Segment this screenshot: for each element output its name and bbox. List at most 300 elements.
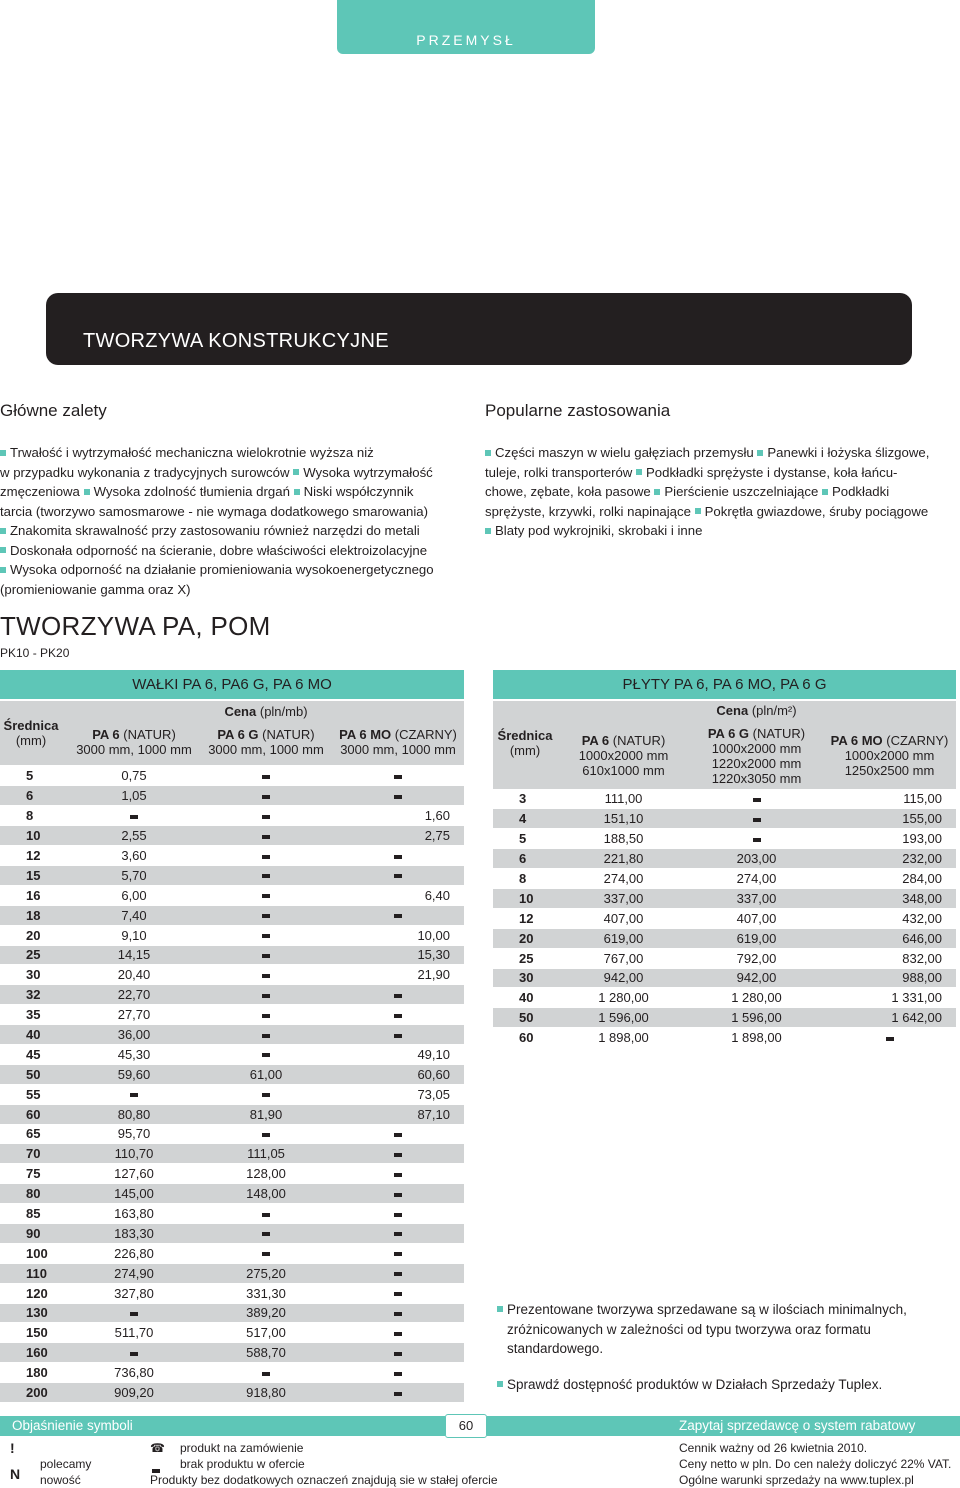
advantage-text: tarcia (tworzywo samosmarowe - nie wymaga dodatkowego smarowania) [0, 503, 429, 519]
price-cell: 736,80 [68, 1363, 200, 1383]
application-text: sprężyste, krzywki, rolki napinające [485, 503, 691, 519]
diameter-cell: 6 [0, 786, 68, 806]
diameter-cell: 4 [493, 809, 557, 829]
unavailable-mark [262, 874, 270, 878]
bullet-icon [485, 450, 491, 456]
price-cell [200, 945, 332, 965]
applications-list [485, 443, 955, 541]
price-cell [200, 865, 332, 885]
col-name: PA 6 G [707, 726, 750, 741]
price-cell [332, 905, 464, 925]
price-cell [68, 1343, 200, 1363]
diameter-cell: 5 [493, 829, 557, 849]
table-row [493, 888, 956, 908]
rods-col-pa6 [68, 727, 200, 757]
diameter-cell: 15 [0, 865, 68, 885]
price-cell: 14,15 [68, 945, 200, 965]
price-cell: 20,40 [68, 965, 200, 985]
table-row [0, 1104, 464, 1124]
price-cell: 274,00 [557, 869, 690, 889]
price-cell [200, 965, 332, 985]
price-cell: 10,00 [332, 925, 464, 945]
unavailable-mark [394, 1352, 402, 1356]
col-size: 1000x2000 mm [844, 748, 935, 763]
price-cell: 49,10 [332, 1044, 464, 1064]
unavailable-mark [394, 1332, 402, 1336]
banner-title: TWORZYWA KONSTRUKCYJNE [83, 330, 389, 352]
unavailable-mark [394, 1292, 402, 1296]
diam-label: Średnica [3, 718, 59, 733]
col-name: PA 6 MO [830, 733, 883, 748]
col-length: 3000 mm, 1000 mm [340, 742, 456, 757]
price-cell: 432,00 [823, 908, 956, 928]
price-cell: 1,60 [332, 806, 464, 826]
price-cell: 619,00 [557, 928, 690, 948]
page-number: 60 [445, 1414, 487, 1438]
unavailable-mark [394, 775, 402, 779]
unavailable-mark [262, 1093, 270, 1097]
plates-col-pa6mo [823, 733, 956, 778]
table-row [0, 885, 464, 905]
diameter-cell: 6 [493, 849, 557, 869]
plates-price-header [557, 703, 956, 718]
unavailable-mark [886, 1037, 894, 1041]
table-row [0, 1283, 464, 1303]
price-cell [200, 1223, 332, 1243]
price-cell: 389,20 [200, 1303, 332, 1323]
bullet-icon [497, 1381, 503, 1387]
table-row [0, 1383, 464, 1403]
price-cell: 7,40 [68, 905, 200, 925]
diameter-cell: 110 [0, 1263, 68, 1283]
price-cell: 232,00 [823, 849, 956, 869]
unavailable-mark [262, 815, 270, 819]
table-row [0, 1243, 464, 1263]
price-cell: 15,30 [332, 945, 464, 965]
unavailable-mark [262, 1034, 270, 1038]
bullet-icon [294, 489, 300, 495]
price-cell: 27,70 [68, 1005, 200, 1025]
table-row [0, 985, 464, 1005]
diameter-cell: 150 [0, 1323, 68, 1343]
price-cell: 111,00 [557, 789, 690, 809]
table-row [0, 1144, 464, 1164]
price-cell: 183,30 [68, 1223, 200, 1243]
col-size: 1000x2000 mm [711, 741, 802, 756]
advantage-text: Wysoka odporność na działanie promieniowania wysokoenergetycznego [10, 562, 434, 577]
diameter-cell: 50 [0, 1064, 68, 1084]
price-cell: 832,00 [823, 948, 956, 968]
price-cell [332, 846, 464, 866]
table-row [0, 826, 464, 846]
price-cell [332, 1283, 464, 1303]
table-row [0, 1363, 464, 1383]
diameter-cell: 20 [0, 925, 68, 945]
main-title: TWORZYWA PA, POM [0, 611, 271, 641]
diameter-cell: 8 [493, 869, 557, 889]
unavailable-mark [130, 1093, 138, 1097]
unavailable-mark [262, 775, 270, 779]
price-cell [690, 809, 823, 829]
unavailable-mark [262, 994, 270, 998]
unavailable-mark [262, 1133, 270, 1137]
unavailable-mark [130, 1352, 138, 1356]
diameter-cell: 85 [0, 1204, 68, 1224]
table-row [0, 1204, 464, 1224]
col-type: (NATUR) [262, 727, 315, 742]
price-cell: 81,90 [200, 1104, 332, 1124]
pk-code: PK10 - PK20 [0, 646, 70, 660]
col-type: (CZARNY) [886, 733, 949, 748]
bullet-icon [757, 450, 763, 456]
application-text: Podkładki sprężyste i dystanse, koła łańcu- [646, 464, 898, 480]
table-row [0, 766, 464, 786]
price-cell: 73,05 [332, 1084, 464, 1104]
table-row [0, 786, 464, 806]
diameter-cell: 18 [0, 905, 68, 925]
application-text: Pokrętła gwiazdowe, śruby pociągowe [704, 503, 929, 519]
plates-diam-header [493, 728, 557, 758]
unavailable-mark [262, 1014, 270, 1018]
price-cell: 128,00 [200, 1164, 332, 1184]
price-cell: 203,00 [690, 849, 823, 869]
price-cell: 511,70 [68, 1323, 200, 1343]
col-type: (NATUR) [612, 733, 666, 748]
table-row [493, 849, 956, 869]
price-cell [332, 1025, 464, 1045]
price-cell [332, 1383, 464, 1403]
rods-col-pa6mo [332, 727, 464, 757]
price-cell: 1 642,00 [823, 1008, 956, 1028]
price-cell: 1 596,00 [690, 1008, 823, 1028]
price-cell [332, 1124, 464, 1144]
price-cell: 163,80 [68, 1204, 200, 1224]
unavailable-mark [394, 1392, 402, 1396]
table-row [0, 1025, 464, 1045]
unavailable-mark [394, 874, 402, 878]
price-cell [690, 829, 823, 849]
table-row [0, 905, 464, 925]
symbols-bar [0, 1416, 445, 1436]
note-minimal [497, 1300, 937, 1359]
table-row [0, 1343, 464, 1363]
col-name: PA 6 MO [339, 727, 392, 742]
diameter-cell: 80 [0, 1184, 68, 1204]
rods-col-pa6g [200, 727, 332, 757]
price-cell [332, 1323, 464, 1343]
price-cell: 111,05 [200, 1144, 332, 1164]
category-banner [46, 293, 912, 365]
price-cell [200, 766, 332, 786]
applications-title: Popularne zastosowania [485, 401, 671, 420]
price-cell [200, 1243, 332, 1263]
price-cell [200, 885, 332, 905]
unavailable-mark [394, 1034, 402, 1038]
price-cell [200, 1124, 332, 1144]
unavailable-mark [262, 795, 270, 799]
price-cell: 80,80 [68, 1104, 200, 1124]
diameter-cell: 30 [493, 968, 557, 988]
diameter-cell: 200 [0, 1383, 68, 1403]
bullet-icon [84, 489, 90, 495]
bullet-icon [485, 528, 491, 534]
unavailable-mark [262, 835, 270, 839]
application-text: Panewki i łożyska ślizgowe, [767, 445, 930, 460]
price-cell [332, 1204, 464, 1224]
table-row [493, 789, 956, 809]
table-row [0, 1263, 464, 1283]
diameter-cell: 10 [0, 826, 68, 846]
diameter-cell: 75 [0, 1164, 68, 1184]
advantage-text: Znakomita skrawalność przy zastosowaniu również narzędzi do metali [10, 523, 420, 538]
price-cell [332, 1005, 464, 1025]
price-cell [332, 1144, 464, 1164]
rods-diam-header [0, 718, 62, 748]
price-cell [200, 905, 332, 925]
table-row [0, 1084, 464, 1104]
price-cell [332, 1243, 464, 1263]
table-row [493, 968, 956, 988]
price-cell: 5,70 [68, 865, 200, 885]
price-cell: 407,00 [690, 908, 823, 928]
unavailable-mark [394, 1213, 402, 1217]
diameter-cell: 25 [493, 948, 557, 968]
table-row [0, 846, 464, 866]
symbols-label: Objaśnienie symboli [12, 1418, 133, 1433]
diameter-cell: 180 [0, 1363, 68, 1383]
diameter-cell: 130 [0, 1303, 68, 1323]
price-cell [332, 985, 464, 1005]
price-cell [68, 1303, 200, 1323]
price-cell: 284,00 [823, 869, 956, 889]
price-cell: 193,00 [823, 829, 956, 849]
table-row [0, 1223, 464, 1243]
col-type: (NATUR) [752, 726, 806, 741]
price-cell: 331,30 [200, 1283, 332, 1303]
price-cell: 151,10 [557, 809, 690, 829]
terms-text: Ogólne warunki sprzedaży na www.tuplex.pl [679, 1473, 914, 1487]
unavailable-mark [394, 1312, 402, 1316]
unavailable-mark [394, 914, 402, 918]
diam-unit: (mm) [15, 733, 47, 748]
price-cell [200, 1044, 332, 1064]
price-cell: 1 280,00 [690, 988, 823, 1008]
price-cell [332, 1263, 464, 1283]
price-cell: 0,75 [68, 766, 200, 786]
note-text: Prezentowane tworzywa sprzedawane są w ilościach minimalnych, [507, 1302, 907, 1317]
price-cell: 95,70 [68, 1124, 200, 1144]
unavailable-mark [753, 818, 761, 822]
price-cell: 918,80 [200, 1383, 332, 1403]
price-cell: 145,00 [68, 1184, 200, 1204]
price-cell [332, 1223, 464, 1243]
advantage-text: w przypadku wykonania z tradycyjnych surowców [0, 464, 290, 480]
table-row [493, 809, 956, 829]
advantages-list [0, 443, 470, 599]
price-cell [332, 865, 464, 885]
plates-col-pa6g [690, 726, 823, 786]
price-cell: 988,00 [823, 968, 956, 988]
diameter-cell: 160 [0, 1343, 68, 1363]
price-cell: 36,00 [68, 1025, 200, 1045]
price-cell: 9,10 [68, 925, 200, 945]
unavailable-mark [394, 1272, 402, 1276]
price-cell: 2,55 [68, 826, 200, 846]
price-cell: 588,70 [200, 1343, 332, 1363]
col-name: PA 6 [92, 727, 120, 742]
bullet-icon [0, 450, 6, 456]
unavailable-mark [394, 855, 402, 859]
unavailable-mark [262, 974, 270, 978]
price-cell [690, 789, 823, 809]
table-row [0, 945, 464, 965]
table-row [493, 948, 956, 968]
price-cell [200, 1005, 332, 1025]
table-row [493, 869, 956, 889]
price-cell: 1 898,00 [690, 1028, 823, 1048]
price-cell [332, 1303, 464, 1323]
unavailable-mark [394, 1173, 402, 1177]
price-cell [200, 985, 332, 1005]
unavailable-mark [262, 1213, 270, 1217]
rods-price-header [68, 704, 464, 719]
unavailable-mark [394, 1133, 402, 1137]
col-size: 1220x3050 mm [711, 771, 802, 786]
unavailable-mark [130, 1312, 138, 1316]
diameter-cell: 8 [0, 806, 68, 826]
discount-bar [487, 1416, 960, 1436]
price-cell: 1 280,00 [557, 988, 690, 1008]
table-row [0, 1303, 464, 1323]
price-cell: 274,90 [68, 1263, 200, 1283]
diameter-cell: 30 [0, 965, 68, 985]
new-icon: N [10, 1466, 21, 1482]
table-row [0, 1184, 464, 1204]
price-cell: 115,00 [823, 789, 956, 809]
diameter-cell: 5 [0, 766, 68, 786]
col-length: 3000 mm, 1000 mm [76, 742, 192, 757]
advantage-text: (promieniowanie gamma oraz X) [0, 581, 191, 597]
unavailable-mark [262, 1232, 270, 1236]
col-length: 3000 mm, 1000 mm [208, 742, 324, 757]
unavailable-mark [262, 894, 270, 898]
bullet-icon [497, 1306, 503, 1312]
price-cell: 6,00 [68, 885, 200, 905]
unavailable-mark [262, 855, 270, 859]
advantage-text: Wysoka zdolność tłumienia drgań [93, 484, 290, 499]
on-order-label: produkt na zamówienie [180, 1441, 304, 1455]
plates-title-text: PŁYTY PA 6, PA 6 MO, PA 6 G [622, 676, 827, 693]
price-cell: 21,90 [332, 965, 464, 985]
table-row [0, 865, 464, 885]
price-cell: 188,50 [557, 829, 690, 849]
note-text: Sprawdź dostępność produktów w Działach Sprzedaży Tuplex. [507, 1377, 883, 1392]
note-text: standardowego. [507, 1341, 604, 1356]
permanent-label: Produkty bez dodatkowych oznaczeń znajdują sie w stałej ofercie [150, 1473, 498, 1487]
net-text: Ceny netto w pln. Do cen należy doliczyć 22% VAT. [679, 1457, 952, 1471]
price-cell [332, 1363, 464, 1383]
price-cell [332, 1164, 464, 1184]
price-cell: 2,75 [332, 826, 464, 846]
no-offer-label: brak produktu w ofercie [180, 1457, 305, 1471]
table-row [0, 925, 464, 945]
table-row [0, 1064, 464, 1084]
unavailable-mark [394, 1232, 402, 1236]
price-cell [68, 1084, 200, 1104]
diameter-cell: 45 [0, 1044, 68, 1064]
price-cell: 59,60 [68, 1064, 200, 1084]
plates-table-title [493, 670, 956, 699]
price-cell: 1,05 [68, 786, 200, 806]
application-text: Pierścienie uszczelniające [664, 484, 819, 499]
diameter-cell: 10 [493, 888, 557, 908]
diameter-cell: 50 [493, 1008, 557, 1028]
unavailable-mark [394, 1153, 402, 1157]
price-cell: 148,00 [200, 1184, 332, 1204]
price-cell: 348,00 [823, 888, 956, 908]
diameter-cell: 3 [493, 789, 557, 809]
discount-label: Zapytaj sprzedawcę o system rabatowy [679, 1418, 916, 1433]
table-row [493, 1028, 956, 1048]
diam-unit: (mm) [509, 743, 541, 758]
price-cell: 792,00 [690, 948, 823, 968]
diameter-cell: 25 [0, 945, 68, 965]
table-row [493, 1008, 956, 1028]
price-cell: 942,00 [557, 968, 690, 988]
price-cell: 127,60 [68, 1164, 200, 1184]
diameter-cell: 20 [493, 928, 557, 948]
price-cell: 3,60 [68, 846, 200, 866]
price-cell: 619,00 [690, 928, 823, 948]
price-cell: 407,00 [557, 908, 690, 928]
price-cell: 517,00 [200, 1323, 332, 1343]
diameter-cell: 65 [0, 1124, 68, 1144]
price-cell: 942,00 [690, 968, 823, 988]
application-text: Podkładki [831, 484, 890, 499]
advantage-text: Wysoka wytrzymałość [303, 464, 433, 480]
unavailable-mark [753, 798, 761, 802]
price-cell: 1 596,00 [557, 1008, 690, 1028]
col-type: (NATUR) [123, 727, 176, 742]
price-cell: 110,70 [68, 1144, 200, 1164]
col-size: 1220x2000 mm [711, 756, 802, 771]
price-cell [200, 826, 332, 846]
diameter-cell: 40 [0, 1025, 68, 1045]
diameter-cell: 60 [0, 1104, 68, 1124]
price-cell: 646,00 [823, 928, 956, 948]
application-text: Blaty pod wykrojniki, skrobaki i inne [495, 523, 703, 538]
unavailable-mark [262, 1252, 270, 1256]
diameter-cell: 55 [0, 1084, 68, 1104]
price-cell: 275,20 [200, 1263, 332, 1283]
price-cell: 155,00 [823, 809, 956, 829]
unavailable-mark [394, 795, 402, 799]
table-row [0, 1323, 464, 1343]
rods-title-text: WAŁKI PA 6, PA6 G, PA 6 MO [132, 676, 332, 693]
diameter-cell: 12 [493, 908, 557, 928]
unavailable-mark [262, 1372, 270, 1376]
diameter-cell: 32 [0, 985, 68, 1005]
diameter-cell: 120 [0, 1283, 68, 1303]
validity-text: Cennik ważny od 26 kwietnia 2010. [679, 1441, 868, 1455]
col-name: PA 6 [581, 733, 610, 748]
price-cell [200, 786, 332, 806]
bullet-icon [822, 489, 828, 495]
diameter-cell: 35 [0, 1005, 68, 1025]
unavailable-mark [262, 914, 270, 918]
bullet-icon [293, 469, 299, 475]
unavailable-mark [753, 838, 761, 842]
